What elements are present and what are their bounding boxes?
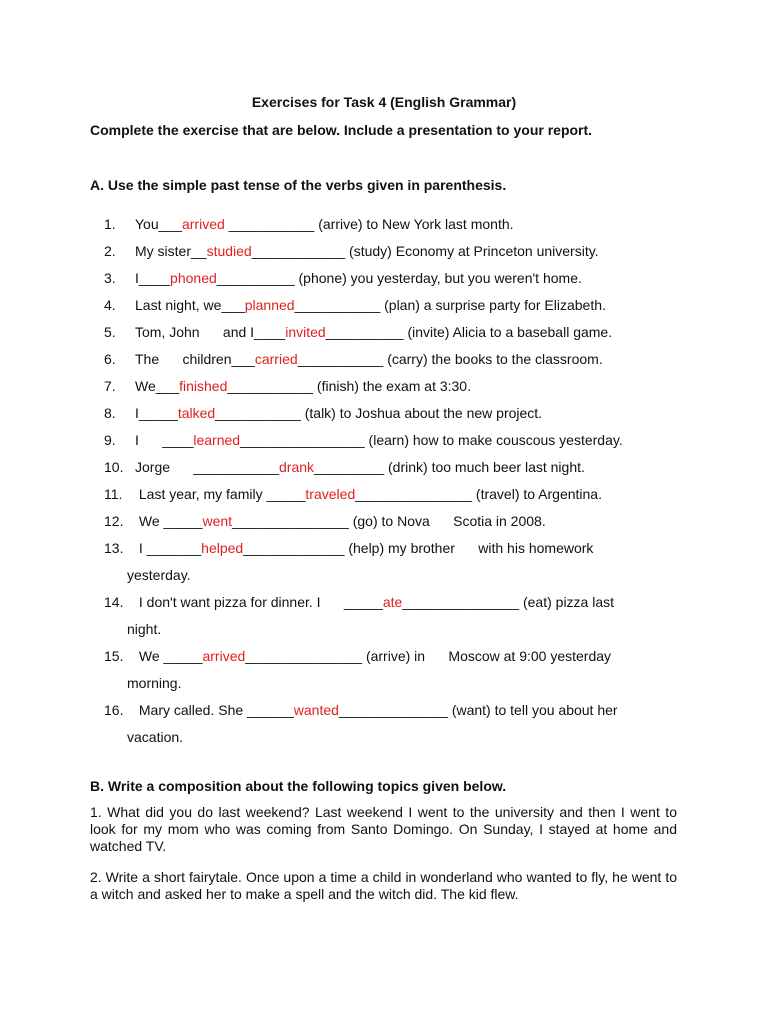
item-sentence <box>135 508 546 535</box>
item-sentence <box>135 697 618 724</box>
sentence-end: ___________ (finish) the exam at 3:30. <box>227 378 471 394</box>
sentence-start: I _______ <box>135 540 202 556</box>
sentence-end: ____________ (study) Economy at Princeton university. <box>251 243 599 259</box>
item-sentence <box>135 373 471 400</box>
sentence-end: ________________ (learn) how to make couscous yesterday. <box>240 432 623 448</box>
composition-paragraph: 1. What did you do last weekend? Last weekend I went to the university and then I went to look for my mom who was coming from Santo Domingo. On Sunday, I stayed at home and watched TV. <box>90 804 677 854</box>
item-sentence <box>135 319 612 346</box>
item-number: 10. <box>104 459 124 475</box>
answer-word: carried <box>254 351 298 367</box>
sentence-end: _______________ (go) to Nova Scotia in 2008. <box>232 513 546 529</box>
exercise-item <box>0 427 768 454</box>
exercise-item <box>0 535 768 589</box>
sentence-end: ___________ (arrive) to New York last month. <box>224 216 514 232</box>
exercise-item <box>0 373 768 400</box>
exercise-list <box>0 211 768 751</box>
sentence-start: I ____ <box>135 432 194 448</box>
sentence-end: ___________ (talk) to Joshua about the new project. <box>215 405 543 421</box>
sentence-end: _____________ (help) my brother with his homework <box>243 540 594 556</box>
exercise-item <box>0 589 768 643</box>
item-sentence <box>135 589 614 616</box>
answer-word: invited <box>285 324 326 340</box>
sentence-start: Jorge ___________ <box>135 459 280 475</box>
exercise-item <box>0 643 768 697</box>
sentence-continuation: morning. <box>127 675 182 691</box>
composition-paragraph: 2. Write a short fairytale. Once upon a time a child in wonderland who wanted to fly, he went to a witch and asked her to make a spell and the witch did. The kid flew. <box>90 869 677 902</box>
item-number: 14. <box>104 594 124 610</box>
item-sentence <box>135 211 514 238</box>
item-number: 16. <box>104 702 124 718</box>
sentence-start: We___ <box>135 378 180 394</box>
answer-word: went <box>202 513 233 529</box>
exercise-item <box>0 211 768 238</box>
answer-word: ate <box>382 594 403 610</box>
answer-word: helped <box>201 540 244 556</box>
sentence-start: Mary called. She ______ <box>135 702 294 718</box>
exercise-item <box>0 508 768 535</box>
item-sentence <box>135 535 593 562</box>
item-sentence <box>135 643 611 670</box>
item-sentence <box>135 400 542 427</box>
exercise-item <box>0 346 768 373</box>
sentence-continuation: yesterday. <box>127 567 191 583</box>
instruction-text: Complete the exercise that are below. Include a presentation to your report. <box>90 122 593 138</box>
answer-word: wanted <box>293 702 339 718</box>
sentence-start: You___ <box>135 216 182 232</box>
sentence-end: _______________ (travel) to Argentina. <box>355 486 602 502</box>
exercise-item <box>0 400 768 427</box>
item-sentence <box>135 265 582 292</box>
item-number: 11. <box>104 486 123 502</box>
sentence-start: I____ <box>135 270 171 286</box>
answer-word: phoned <box>170 270 217 286</box>
item-number: 4. <box>104 297 116 313</box>
item-number: 5. <box>104 324 116 340</box>
section-a-heading: A. Use the simple past tense of the verbs given in parenthesis. <box>90 177 507 193</box>
exercise-item <box>0 265 768 292</box>
sentence-start: The children___ <box>135 351 255 367</box>
sentence-end: _______________ (eat) pizza last <box>402 594 615 610</box>
exercise-item <box>0 697 768 751</box>
section-b-heading: B. Write a composition about the following topics given below. <box>90 778 507 794</box>
sentence-continuation: night. <box>127 621 162 637</box>
item-number: 15. <box>104 648 124 664</box>
item-number: 1. <box>104 216 116 232</box>
sentence-start: I don't want pizza for dinner. I _____ <box>135 594 383 610</box>
exercise-item <box>0 454 768 481</box>
exercise-item <box>0 292 768 319</box>
answer-word: planned <box>244 297 295 313</box>
sentence-end: _______________ (arrive) in Moscow at 9:00 yesterday <box>245 648 612 664</box>
item-sentence <box>135 481 602 508</box>
sentence-end: ______________ (want) to tell you about her <box>338 702 618 718</box>
sentence-end: __________ (invite) Alicia to a baseball game. <box>325 324 613 340</box>
item-number: 8. <box>104 405 116 421</box>
answer-word: arrived <box>202 648 246 664</box>
item-number: 2. <box>104 243 116 259</box>
exercise-item <box>0 319 768 346</box>
item-number: 12. <box>104 513 124 529</box>
sentence-end: __________ (phone) you yesterday, but you weren't home. <box>216 270 582 286</box>
item-sentence <box>135 346 603 373</box>
sentence-end: ___________ (carry) the books to the classroom. <box>297 351 603 367</box>
sentence-start: My sister__ <box>135 243 207 259</box>
sentence-continuation: vacation. <box>127 729 184 745</box>
item-number: 3. <box>104 270 116 286</box>
item-sentence <box>135 454 585 481</box>
exercise-item <box>0 238 768 265</box>
sentence-end: ___________ (plan) a surprise party for Elizabeth. <box>294 297 606 313</box>
sentence-start: We _____ <box>135 648 203 664</box>
sentence-start: Last night, we___ <box>135 297 245 313</box>
answer-word: learned <box>193 432 241 448</box>
sentence-start: Last year, my family _____ <box>135 486 306 502</box>
item-number: 13. <box>104 540 124 556</box>
answer-word: studied <box>206 243 252 259</box>
answer-word: drank <box>279 459 315 475</box>
sentence-start: We _____ <box>135 513 203 529</box>
answer-word: finished <box>179 378 228 394</box>
answer-word: arrived <box>181 216 225 232</box>
exercise-item <box>0 481 768 508</box>
item-sentence <box>135 292 606 319</box>
item-number: 6. <box>104 351 116 367</box>
item-sentence <box>135 427 623 454</box>
item-sentence <box>135 238 599 265</box>
page-title: Exercises for Task 4 (English Grammar) <box>251 94 517 110</box>
sentence-end: _________ (drink) too much beer last night. <box>314 459 585 475</box>
sentence-start: I_____ <box>135 405 178 421</box>
answer-word: traveled <box>305 486 356 502</box>
item-number: 9. <box>104 432 116 448</box>
sentence-start: Tom, John and I____ <box>135 324 286 340</box>
answer-word: talked <box>177 405 216 421</box>
item-number: 7. <box>104 378 116 394</box>
